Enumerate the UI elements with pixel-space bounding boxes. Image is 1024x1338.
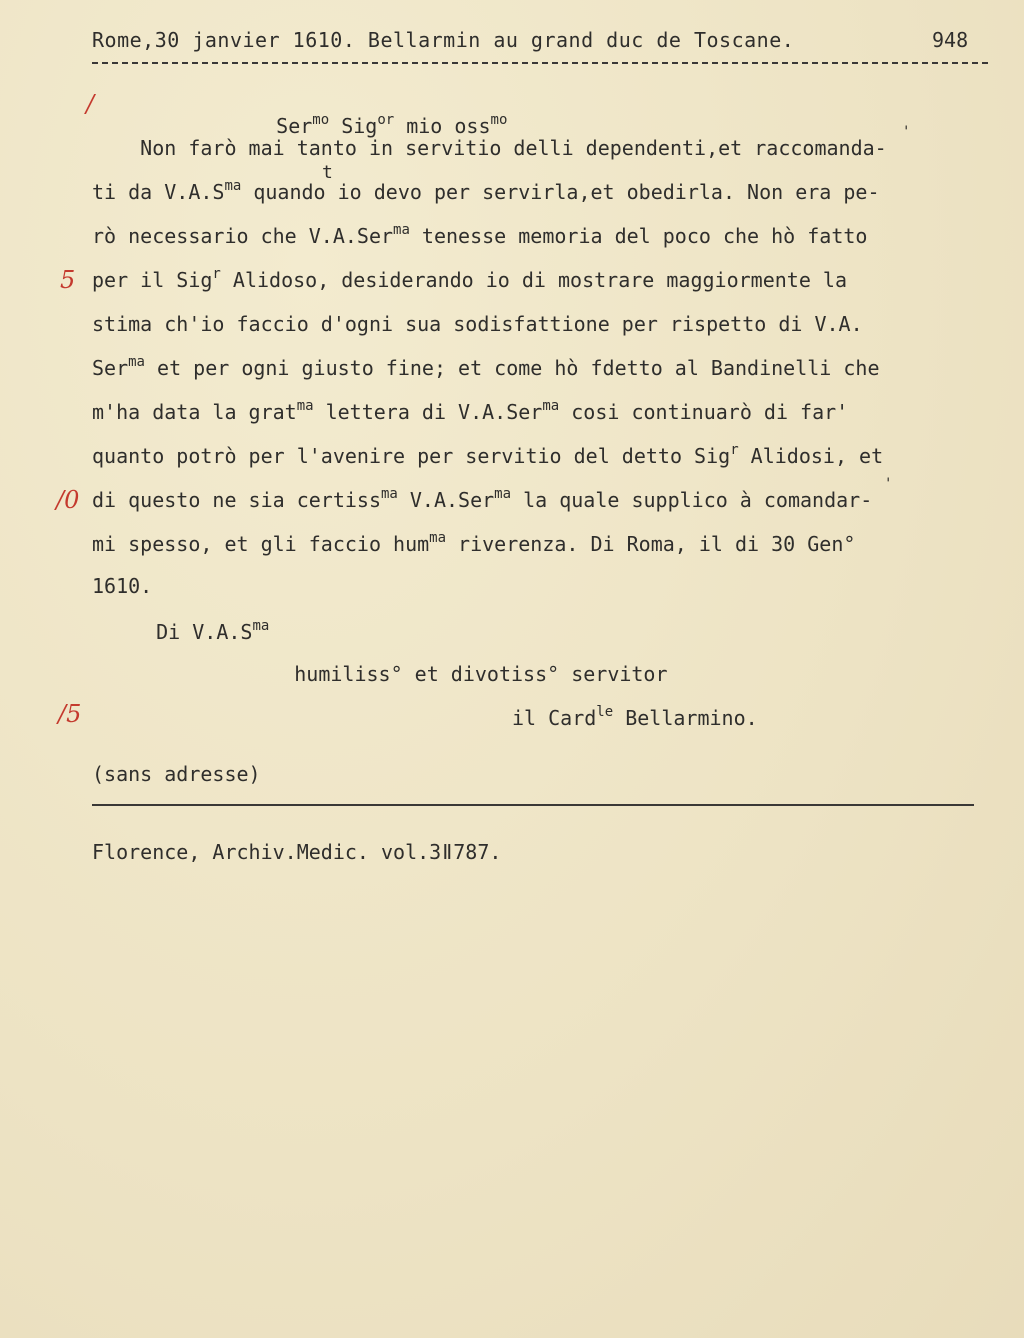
salutation: Ser$^{mo}$ Sig$^{or}$ mio oss$^{mo}$ xyxy=(276,112,508,138)
body-line-3: rò necessario che V.A.Ser$^{ma}$ tenesse memoria del poco che hò fatto xyxy=(92,222,868,248)
closing-line-2: humiliss° et divotiss° servitor xyxy=(222,662,668,686)
footer-divider xyxy=(92,804,974,806)
header-title: Rome,30 janvier 1610. Bellarmin au grand duc de Toscane. xyxy=(92,28,795,52)
accent-tick: ' xyxy=(884,476,893,492)
header-divider xyxy=(92,62,988,64)
body-line-9: di questo ne sia certiss$^{ma}$ V.A.Ser$^{ma}$ la quale supplico à comandar- xyxy=(92,486,873,512)
accent-tick: ' xyxy=(902,124,911,140)
margin-line-mark-1: / xyxy=(86,90,95,118)
body-line-2: ti da $V.A.S^{ma}$ quando io devo per servirla,et obedirla. Non era pe- xyxy=(92,178,880,204)
body-line-11: 1610. xyxy=(92,574,153,598)
page-number: 948 xyxy=(932,28,969,52)
body-line-7: m'ha data la grat$^{ma}$ lettera di V.A.Ser$^{ma}$ cosi continuarò di far' xyxy=(92,398,849,424)
body-line-6: Ser$^{ma}$ et per ogni giusto fine; et come hò fdetto al Bandinelli che xyxy=(92,354,880,380)
archive-reference: Florence, Archiv.Medic. vol.3ǁ787. xyxy=(92,840,502,864)
margin-line-mark-10: /0 xyxy=(56,486,80,514)
body-line-5: stima ch'io faccio d'ogni sua sodisfattione per rispetto di V.A. xyxy=(92,312,863,336)
closing-line-1: Di $V.A.S^{ma}$ xyxy=(120,618,270,644)
inserted-letter: t xyxy=(322,162,333,183)
body-line-8: quanto potrò per l'avenire per servitio del detto Sig$^r$ Alidosi, et xyxy=(92,442,884,468)
signature: il Card$^{le}$ Bellarmino. xyxy=(512,704,758,730)
margin-line-mark-5: 5 xyxy=(60,266,76,294)
body-line-10: mi spesso, et gli faccio hum$^{ma}$ riverenza. Di Roma, il di 30 Gen° xyxy=(92,530,856,556)
address-note: (sans adresse) xyxy=(92,762,261,786)
body-line-1: Non farò mai tanto in servitio delli dependenti,et raccomanda- xyxy=(92,136,887,160)
margin-line-mark-15: /5 xyxy=(58,700,82,728)
body-line-4: per il Sig$^r$ Alidoso, desiderando io di mostrare maggiormente la xyxy=(92,266,847,292)
